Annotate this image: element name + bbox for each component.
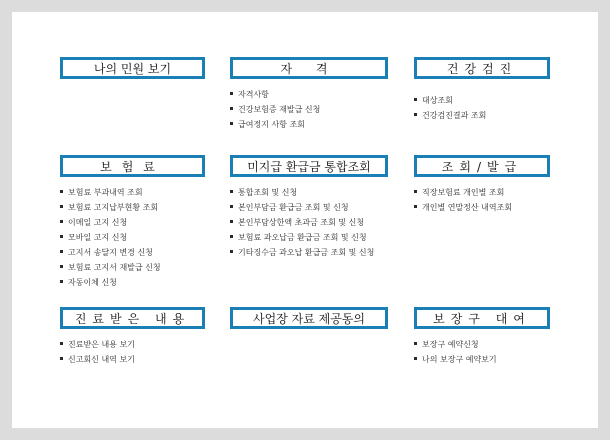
bullet-icon: [230, 107, 233, 110]
bullet-icon: [60, 250, 63, 253]
bullet-icon: [414, 190, 417, 193]
link-benefit-suspension[interactable]: 급여정지 사항 조회: [230, 117, 388, 132]
premium-links: [60, 185, 205, 290]
workplace-consent-button[interactable]: 사업장 자료 제공동의: [230, 307, 388, 329]
link-premium-assessment[interactable]: 보험료 부과내역 조회: [60, 185, 205, 200]
premium-button[interactable]: 보험료: [60, 155, 205, 177]
bullet-icon: [60, 205, 63, 208]
bullet-icon: [60, 190, 63, 193]
section-treatment: [60, 307, 205, 367]
link-mobile-notice[interactable]: 모바일 고지 신청: [60, 230, 205, 245]
bullet-icon: [230, 250, 233, 253]
bullet-icon: [60, 342, 63, 345]
link-reissue-card[interactable]: 건강보험증 재발급 신청: [230, 102, 388, 117]
section-workplace-consent: [230, 307, 388, 329]
bullet-icon: [230, 190, 233, 193]
link-my-reservations[interactable]: 나의 보장구 예약보기: [414, 352, 550, 367]
link-report-reply[interactable]: 신고회신 내역 보기: [60, 352, 205, 367]
link-auto-transfer[interactable]: 자동이체 신청: [60, 275, 205, 290]
unpaid-refund-button[interactable]: 미지급 환급금 통합조회: [230, 155, 388, 177]
section-inquiry-issue: [414, 155, 550, 215]
health-checkup-button[interactable]: 건강검진: [414, 57, 550, 79]
link-address-change[interactable]: 고지서 송달지 변경 신청: [60, 245, 205, 260]
bullet-icon: [414, 342, 417, 345]
link-integrated-lookup[interactable]: 통합조회 및 신청: [230, 185, 388, 200]
link-year-end-settlement[interactable]: 개인별 연말정산 내역조회: [414, 200, 550, 215]
link-other-overpaid[interactable]: 기타징수금 과오납 환급금 조회 및 신청: [230, 245, 388, 260]
link-email-notice[interactable]: 이메일 고지 신청: [60, 215, 205, 230]
bullet-icon: [60, 357, 63, 360]
link-view-treatment[interactable]: 진료받은 내용 보기: [60, 337, 205, 352]
link-premium-overpaid[interactable]: 보험료 과오납금 환급금 조회 및 신청: [230, 230, 388, 245]
link-checkup-results[interactable]: 건강검진결과 조회: [414, 108, 550, 123]
eligibility-links: [230, 87, 388, 132]
section-health-checkup: [414, 57, 550, 123]
treatment-button[interactable]: 진료받은 내용: [60, 307, 205, 329]
bullet-icon: [414, 98, 417, 101]
bullet-icon: [414, 205, 417, 208]
section-my-complaints: [60, 57, 205, 79]
link-employee-premium[interactable]: 직장보험료 개인별 조회: [414, 185, 550, 200]
bullet-icon: [230, 122, 233, 125]
bullet-icon: [60, 235, 63, 238]
bullet-icon: [414, 357, 417, 360]
bullet-icon: [230, 92, 233, 95]
bullet-icon: [60, 280, 63, 283]
bullet-icon: [60, 220, 63, 223]
link-notice-reissue[interactable]: 보험료 고지서 재발급 신청: [60, 260, 205, 275]
treatment-links: [60, 337, 205, 367]
inquiry-issue-links: [414, 185, 550, 215]
my-complaints-button[interactable]: 나의 민원 보기: [60, 57, 205, 79]
assistive-device-links: [414, 337, 550, 367]
unpaid-refund-links: [230, 185, 388, 260]
link-eligibility-status[interactable]: 자격사항: [230, 87, 388, 102]
health-checkup-links: [414, 93, 550, 123]
link-payment-status[interactable]: 보험료 고지납부현황 조회: [60, 200, 205, 215]
link-copay-cap-excess[interactable]: 본인부담상한액 초과금 조회 및 신청: [230, 215, 388, 230]
link-device-reservation[interactable]: 보장구 예약신청: [414, 337, 550, 352]
section-premium: [60, 155, 205, 290]
bullet-icon: [230, 235, 233, 238]
bullet-icon: [60, 265, 63, 268]
inquiry-issue-button[interactable]: 조회/발급: [414, 155, 550, 177]
eligibility-button[interactable]: 자 격: [230, 57, 388, 79]
bullet-icon: [230, 220, 233, 223]
section-unpaid-refund: [230, 155, 388, 260]
link-target-lookup[interactable]: 대상조회: [414, 93, 550, 108]
assistive-device-button[interactable]: 보장구 대여: [414, 307, 550, 329]
section-assistive-device: [414, 307, 550, 367]
link-copay-refund[interactable]: 본인부담금 환급금 조회 및 신청: [230, 200, 388, 215]
bullet-icon: [230, 205, 233, 208]
bullet-icon: [414, 113, 417, 116]
section-eligibility: [230, 57, 388, 132]
